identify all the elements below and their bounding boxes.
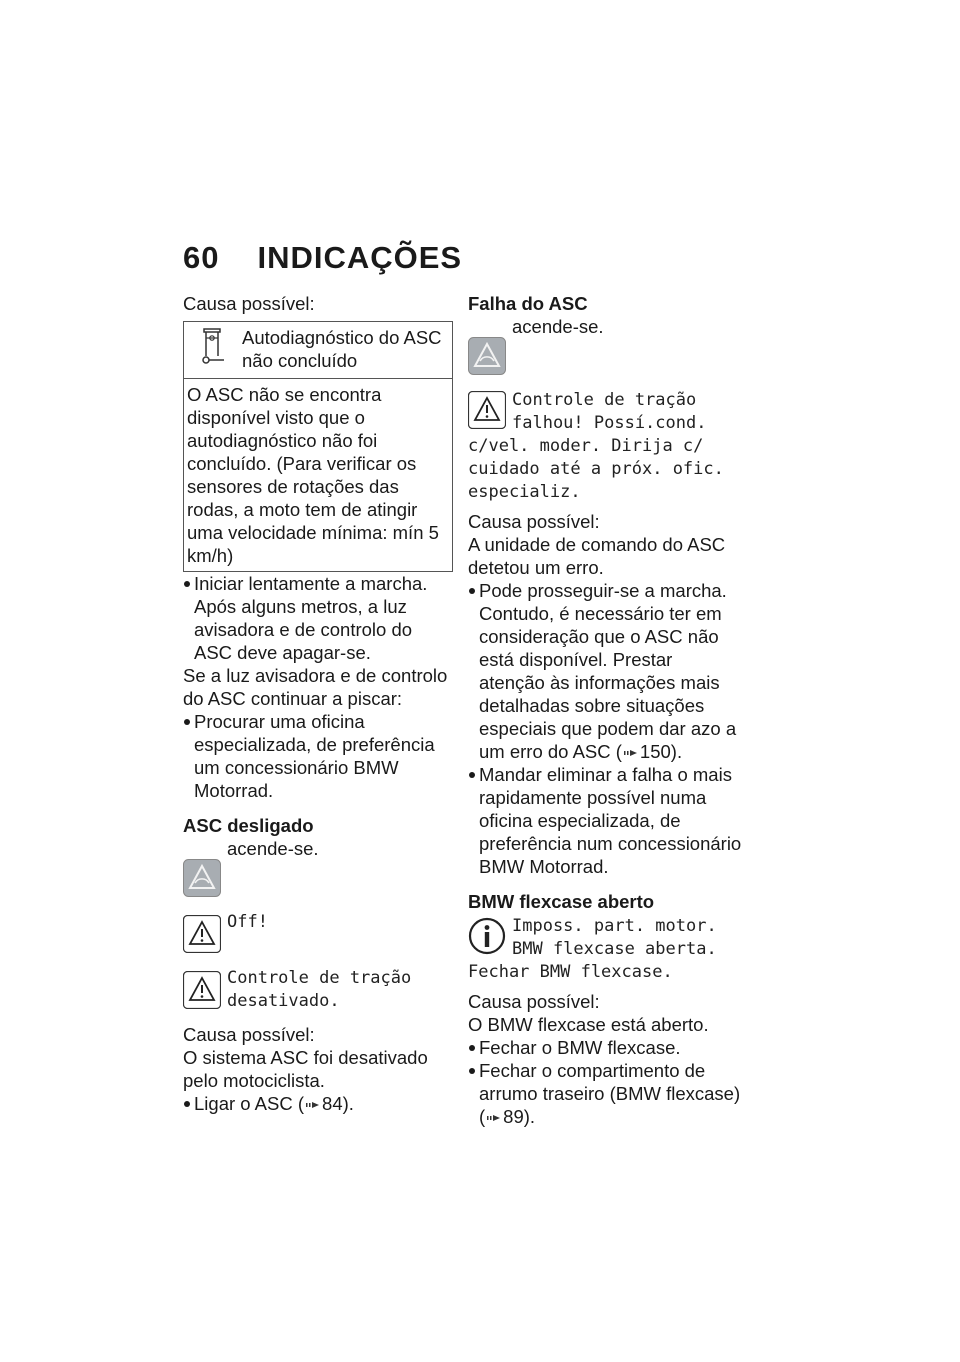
- page-header: [183, 240, 462, 276]
- arrow-right-icon: [306, 1100, 320, 1110]
- list-item: Fechar o compartimento de arrumo traseiro (BMW flexcase) ( 89).: [468, 1059, 743, 1128]
- cause-label: Causa possível:: [468, 511, 600, 532]
- section-heading-asc-off: ASC desligado: [183, 815, 314, 836]
- display-message-off: Off!: [227, 912, 268, 932]
- display-message-traction-fault: Controle de tração falhou! Possí.cond. c/vel. moder. Dirija c/ cuidado até a próx. ofic. especializ.: [468, 390, 724, 502]
- cause-text: A unidade de comando do ASC detetou um erro.: [468, 534, 726, 578]
- list-item: Iniciar lentamente a marcha. Após alguns metros, a luz avisadora e de controlo do ASC deve apagar-se.: [183, 572, 453, 664]
- page-number: 60: [183, 240, 220, 275]
- list-item: Fechar o BMW flexcase.: [468, 1036, 743, 1059]
- section-heading-asc-fault: Falha do ASC: [468, 293, 588, 314]
- sensor-diagnosis-icon: [198, 326, 232, 368]
- info-icon: [468, 917, 506, 955]
- message-block: [468, 915, 743, 984]
- arrow-right-icon: [487, 1113, 501, 1123]
- diagnosis-box-header: [184, 322, 452, 379]
- list-item: Ligar o ASC ( 84).: [183, 1092, 453, 1115]
- cause-text: O sistema ASC foi desativado pelo motociclista.: [183, 1047, 428, 1091]
- page-reference[interactable]: 89: [485, 1106, 524, 1127]
- asc-light-row: [468, 315, 743, 375]
- cause-label: Causa possível:: [468, 991, 600, 1012]
- cause-text: O BMW flexcase está aberto.: [468, 1014, 709, 1035]
- asc-warning-light-icon: [468, 337, 506, 375]
- list-item: Pode prosseguir-se a marcha. Contudo, é necessário ter em consideração que o ASC não está disponível. Prestar atenção às informações mais detalhadas sobre situações especiais que podem dar azo a um erro do ASC ( 150).: [468, 579, 743, 763]
- diagnosis-box-title: Autodiagnóstico do ASC não concluído: [242, 327, 442, 371]
- paragraph: Se a luz avisadora e de controlo do ASC continuar a piscar:: [183, 665, 448, 709]
- display-message-traction-off: Controle de tração desativado.: [227, 968, 412, 1011]
- message-block: [468, 389, 743, 504]
- warning-triangle-icon: [468, 391, 506, 429]
- asc-light-text: acende-se.: [227, 838, 319, 859]
- asc-light-text: acende-se.: [512, 316, 604, 337]
- cause-label: Causa possível:: [183, 1024, 315, 1045]
- diagnosis-box: [183, 321, 453, 572]
- asc-light-row: [183, 837, 453, 897]
- page-title: INDICAÇÕES: [257, 240, 463, 275]
- warning-triangle-icon: [183, 971, 221, 1009]
- arrow-right-icon: [624, 748, 638, 758]
- message-row: [183, 911, 453, 953]
- list-item: Mandar eliminar a falha o mais rapidamente possível numa oficina especializada, de preferência num concessionário BMW Motorrad.: [468, 763, 743, 878]
- left-column: [183, 292, 453, 1115]
- page-reference[interactable]: 84: [304, 1093, 343, 1114]
- diagnosis-box-text: O ASC não se encontra disponível visto que o autodiagnóstico não foi concluído. (Para verificar os sensores de rotações das rodas, a moto tem de atingir uma velocidade mínima: mín 5 km/h): [187, 384, 439, 566]
- display-message-flexcase: Imposs. part. motor. BMW flexcase aberta. Fechar BMW flexcase.: [468, 916, 717, 982]
- warning-triangle-icon: [183, 915, 221, 953]
- asc-warning-light-icon: [183, 859, 221, 897]
- message-row: [183, 967, 453, 1013]
- right-column: [468, 292, 743, 1128]
- list-item: Procurar uma oficina especializada, de preferência um concessionário BMW Motorrad.: [183, 710, 453, 802]
- section-heading-flexcase: BMW flexcase aberto: [468, 891, 655, 912]
- cause-label: Causa possível:: [183, 293, 315, 314]
- page-reference[interactable]: 150: [622, 741, 671, 762]
